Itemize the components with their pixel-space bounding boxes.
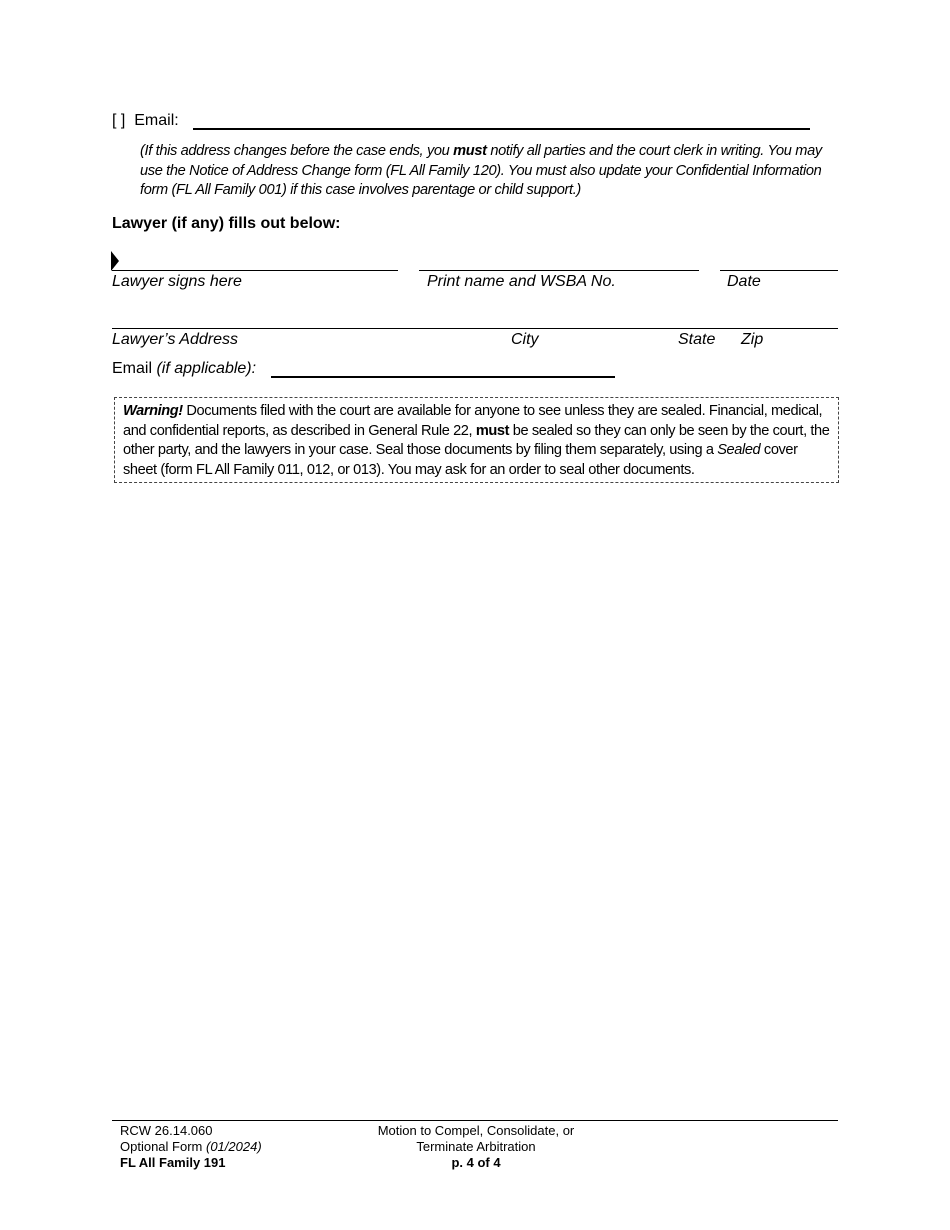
city-label: City bbox=[511, 331, 539, 348]
warning-label: Warning! bbox=[123, 403, 183, 419]
lawyer-heading: Lawyer (if any) fills out below: bbox=[112, 215, 341, 232]
footer-title-line2: Terminate Arbitration bbox=[416, 1139, 536, 1154]
footer-rcw: RCW 26.14.060 bbox=[120, 1123, 213, 1138]
email-checkbox[interactable]: [ ] bbox=[112, 112, 126, 129]
lawyer-email-input-line[interactable] bbox=[271, 376, 615, 378]
footer-rule bbox=[112, 1120, 838, 1121]
warning-sealed: Sealed bbox=[717, 442, 761, 459]
lawyer-sign-label: Lawyer signs here bbox=[112, 273, 242, 290]
footer-optional-form: Optional Form (01/2024) bbox=[120, 1139, 262, 1154]
signature-arrow-icon bbox=[111, 251, 119, 271]
address-change-note: (If this address changes before the case ends, you must notify all parties and the court clerk in writing. You may use the Notice of Address Change form (FL All Family 120). You must also update your Confidential Information form (FL All Family 001) if this case involves parentage or child support.) bbox=[140, 143, 822, 199]
email-label: Email: bbox=[134, 112, 179, 129]
email-input-line[interactable] bbox=[193, 128, 810, 130]
footer-page-number: p. 4 of 4 bbox=[451, 1155, 501, 1170]
note-must: must bbox=[453, 143, 487, 159]
warning-box: Warning! Documents filed with the court are available for anyone to see unless they are sealed. Financial, medical, and confidential reports, as described in General Rule 22, must be sealed so they can only be seen by the court, the other party, and the lawyers in your case. Seal those documents by filing them separately, using a Sealed cover sheet (form FL All Family 011, 012, or 013). You may ask for an order to seal other documents. bbox=[114, 397, 839, 483]
lawyer-signature-line[interactable] bbox=[112, 270, 398, 271]
print-name-label: Print name and WSBA No. bbox=[427, 273, 616, 290]
lawyer-email-qualifier: (if applicable): bbox=[156, 360, 257, 377]
lawyer-address-line[interactable] bbox=[112, 328, 838, 329]
state-label: State bbox=[678, 331, 716, 348]
zip-label: Zip bbox=[741, 331, 764, 348]
warning-must: must bbox=[475, 422, 510, 439]
footer-center bbox=[351, 1123, 601, 1171]
email-row bbox=[112, 112, 179, 130]
lawyer-name-wsba-line[interactable] bbox=[419, 270, 699, 271]
footer-form-id: FL All Family 191 bbox=[120, 1155, 226, 1170]
lawyer-email-row bbox=[112, 360, 256, 378]
date-label: Date bbox=[727, 273, 761, 290]
footer-title-line1: Motion to Compel, Consolidate, or bbox=[377, 1123, 575, 1138]
footer-left bbox=[120, 1123, 262, 1171]
lawyer-date-line[interactable] bbox=[720, 270, 838, 271]
lawyer-email-label: Email bbox=[112, 360, 153, 377]
lawyer-address-label: Lawyer’s Address bbox=[112, 331, 238, 348]
